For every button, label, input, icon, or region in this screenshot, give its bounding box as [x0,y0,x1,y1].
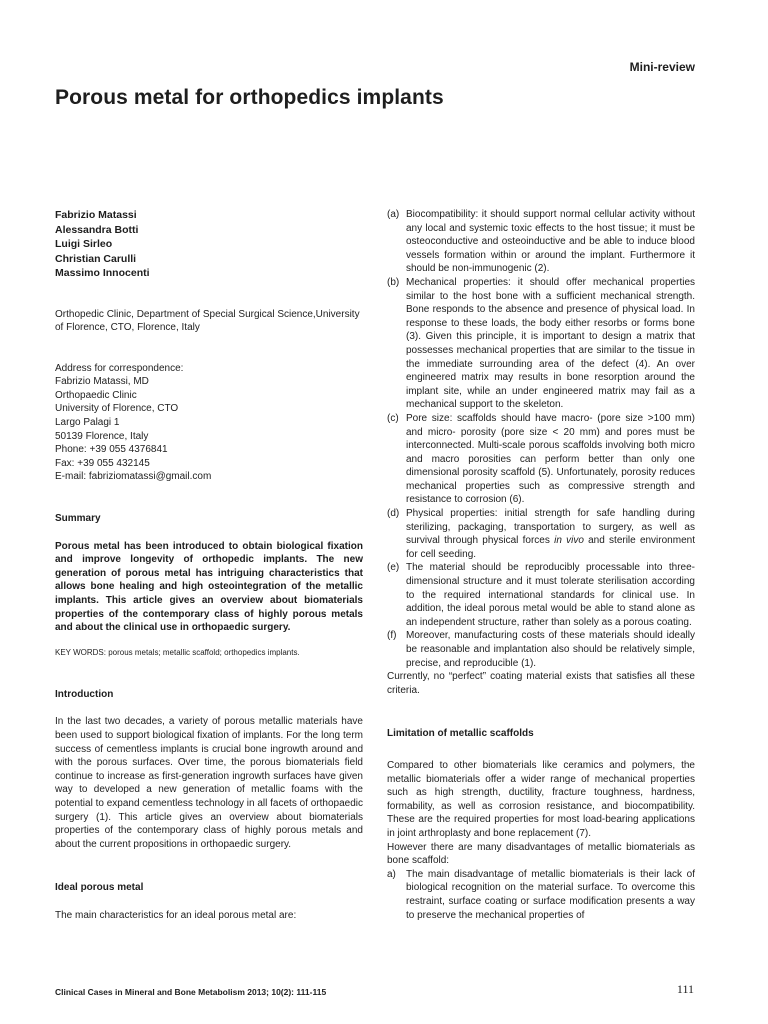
correspondence-line: Fax: +39 055 432145 [55,457,150,469]
list-item-text: Mechanical properties: it should offer mechanical properties similar to the host bone with a sufficient mechanical strength. Bone responds to the absence and presence of physical load. In response to these loads, the body either resorbs or forms bone (3). Given this principle, it is important to design a matrix that possesses mechanical properties that are similar to the tissue in the immediate surrounding area of the defect (4). An over engineered matrix may results in bone resorption around the implant site, while an under engineered matrix may fail as a mechanical support to the skeleton. [406,276,695,411]
correspondence-line: University of Florence, CTO [55,403,179,415]
author: Luigi Sirleo [55,238,113,250]
list-item [387,561,695,629]
limitation-heading: Limitation of metallic scaffolds [387,728,534,740]
list-item-text: Biocompatibility: it should support normal cellular activity without any local and systemic toxic effects to the host tissue; it must be osteoconductive and osteoinductive and be able to induce blood vessels formation within or around the implant. Furthermore it should be non-immunogenic (2). [406,209,695,275]
list-item-text: The material should be reproducibly processable into three-dimensional structure and it must tolerate sterilisation according to the required international standards for clinical use. In addition, the ideal porous metal would be able to stand alone as an independent structure, rather than solely as a porous coating. [406,562,695,628]
correspondence-line: Largo Palagi 1 [55,417,120,429]
right-column [387,208,695,922]
list-item-label: (c) [387,412,399,424]
list-item-label: (f) [387,630,397,642]
limitation-text: Compared to other biomaterials like ceramics and polymers, the metallic biomaterials offer a wider range of mechanical properties such as high strength, ductility, fracture toughness, hardness, formability, as well as corrosion resistance, and biocompatibility. These are the required properties for most load-bearing applications in joint arthroplasty and bone replacement (7). [387,759,695,839]
list-item-text: Physical properties: initial strength for safe handling during sterilizing, packaging, transportation to surgery, as well as survival through physical forces [406,508,695,547]
section-tag: Mini-review [629,60,695,74]
correspondence-line: Orthopaedic Clinic [55,389,137,401]
correspondence-line: 50139 Florence, Italy [55,430,149,442]
page-number: 111 [676,982,694,996]
introduction-heading: Introduction [55,688,114,700]
ideal-criteria-list [387,208,695,670]
journal-citation: Clinical Cases in Mineral and Bone Metabolism 2013; 10(2): 111-115 [55,987,327,997]
author: Christian Carulli [55,252,137,265]
list-item-text: The main disadvantage of metallic biomaterials is their lack of biological recognition on the material surface. To overcome this restraint, surface coating or surface modification presents a way to preserve the mechanical properties of [406,868,695,921]
list-item [387,507,695,561]
correspondence-line: Phone: +39 055 4376841 [55,444,168,456]
author-list [55,208,363,281]
list-item [387,412,695,507]
list-item-label: (e) [387,562,400,574]
author: Alessandra Botti [55,223,139,236]
ideal-intro-text: The main characteristics for an ideal porous metal are: [55,909,297,921]
summary-heading: Summary [55,513,101,525]
author: Fabrizio Matassi [55,209,137,221]
left-column [55,208,363,923]
list-item-label: a) [387,868,396,880]
correspondence-heading: Address for correspondence: [55,362,184,374]
article-title: Porous metal for orthopedics implants [55,86,444,109]
italic-term: in vivo [554,535,584,547]
summary-text: Porous metal has been introduced to obtain biological fixation and improve longevity of orthopedic implants. The new generation of porous metal has intriguing characteristics that allows bone healing and high osteointegration of the metallic implants. This article gives an overview about biomaterials properties of the contemporary class of highly porous metals and about the clinical use in orthopaedic surgery. [55,540,363,634]
correspondence-block [55,362,363,484]
list-item-label: (d) [387,508,400,520]
list-item [387,208,695,276]
list-item [387,868,695,922]
limitation-text-2: However there are many disadvantages of metallic biomaterials as bone scaffold: [387,841,695,867]
correspondence-line: Fabrizio Matassi, MD [55,376,149,388]
list-item-label: (b) [387,276,400,288]
ideal-heading: Ideal porous metal [55,882,144,894]
list-item-text: Moreover, manufacturing costs of these materials should ideally be reasonable and implantation also should be relatively simple, precise, and reproducible (1). [406,630,695,669]
list-item-text: and sterile environment for cell seeding. [406,535,695,560]
list-item-label: (a) [387,209,400,220]
list-item [387,276,695,412]
keywords: KEY WORDS: porous metals; metallic scaffold; orthopedics implants. [55,647,300,657]
author: Massimo Innocenti [55,267,150,279]
list-item-text: Pore size: scaffolds should have macro- (pore size >100 mm) and micro- porosity (pore size < 20 mm) and pores must be interconnected. Multi-scale porous scaffolds involving both micro and macro porosities can perform better than only one dimensional porosity scaffold (5). Unfortunately, porosity reduces mechanical properties such as compressive strength and resistance to corrosion (6). [406,412,695,506]
ideal-closing-text: Currently, no “perfect” coating material exists that satisfies all these criteria. [387,671,695,696]
correspondence-email: E-mail: fabriziomatassi@gmail.com [55,471,212,483]
introduction-text: In the last two decades, a variety of porous metallic materials have been used to support biological fixation of implants. For the long term success of cementless implants is crucial bone ingrowth around and with the porous surfaces. Over time, the porous biomaterials field continue to increase as first-generation ingrowth surfaces have given way to developed a new generation of metallic foams with the potential to expand cementless technology in all facets of orthopaedic surgery (1). This article gives an overview about biomaterials properties of the contemporary class of highly porous metals and about the current propositions in orthopaedic surgery. [55,716,363,850]
list-item [387,629,695,670]
affiliation: Orthopedic Clinic, Department of Special Surgical Science,University of Florence, CTO, Florence, Italy [55,308,360,334]
